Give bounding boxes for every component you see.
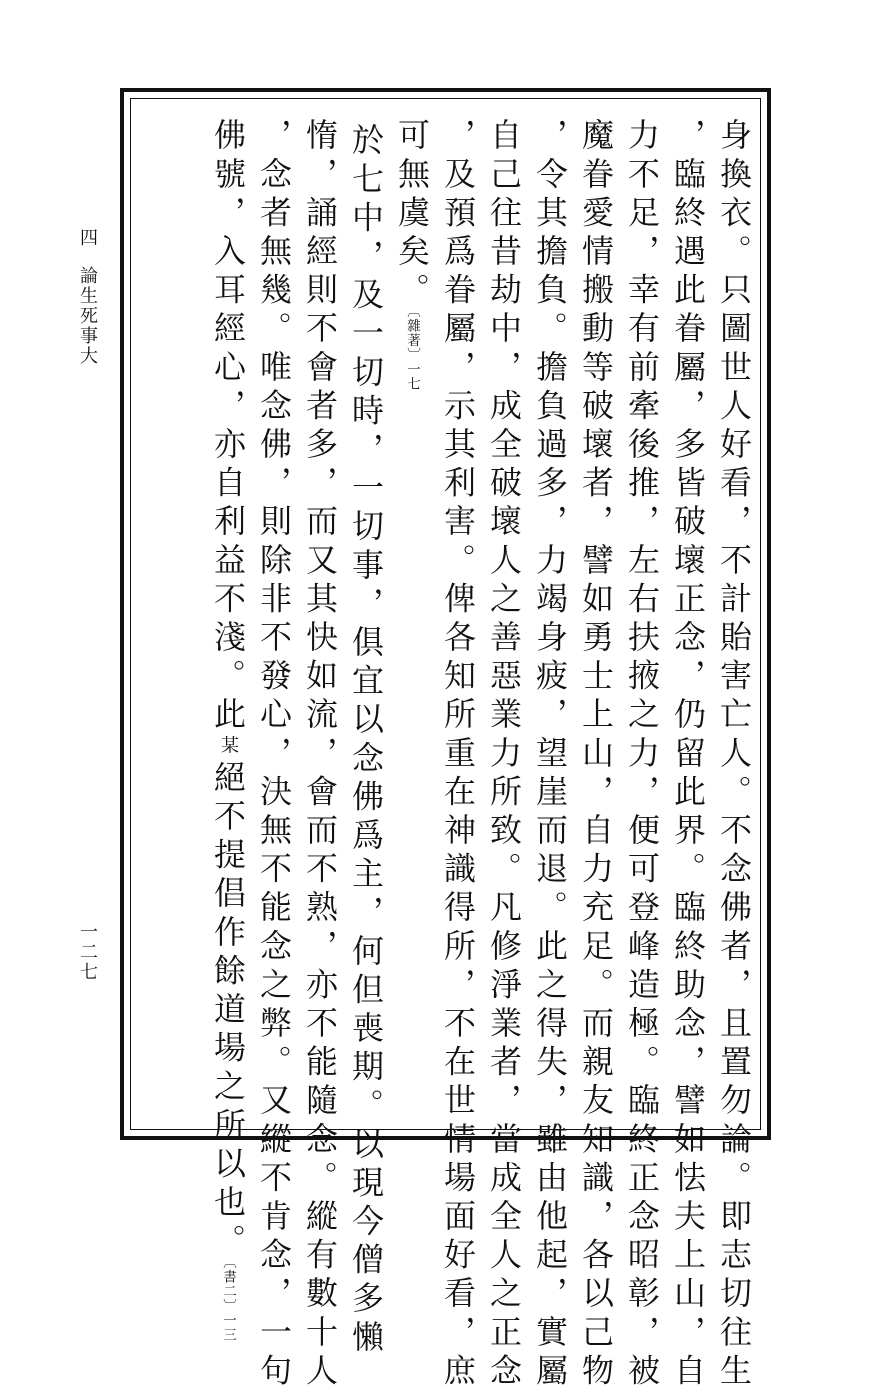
text-column: 佛號，入耳經心，亦自利益不淺。此某絕不提倡作餘道場之所以也。〔書二〕一三	[209, 118, 247, 1343]
self-reference-small: 某	[218, 735, 239, 761]
source-note: 〔雜著〕一七	[404, 311, 420, 392]
text-column: ，令其擔負。擔負過多，力竭身疲，望崖而退。此之得失，雖由他起，實屬	[531, 118, 569, 1392]
text-column: ，及預爲眷屬，示其利害。俾各知所重在神識得所，不在世情場面好看，庶	[439, 118, 477, 1392]
chapter-number: 四	[77, 228, 98, 248]
text-column: ，念者無幾。唯念佛，則除非不發心，決無不能念之弊。又縱不肯念，一句	[255, 118, 293, 1392]
text-column: 魔眷愛情搬動等破壞者，譬如勇士上山，自力充足。而親友知識，各以己物	[577, 118, 615, 1392]
source-note: 〔書二〕一三	[220, 1262, 236, 1343]
text-column: 於七中，及一切時，一切事，俱宜以念佛爲主，何但喪期。以現今僧多懶	[347, 123, 385, 1359]
text-column: 身換衣。只圖世人好看，不計貽害亡人。不念佛者，且置勿論。即志切往生	[715, 118, 753, 1392]
chapter-title: 論生死事大	[77, 266, 98, 366]
page-number: 一二七	[77, 922, 98, 982]
text-column: 可無虞矣。〔雜著〕一七	[393, 118, 431, 392]
text-column: 惰，誦經則不會者多，而又其快如流，會而不熟，亦不能隨念。縱有數十人	[301, 118, 339, 1392]
text-column: ，臨終遇此眷屬，多皆破壞正念，仍留此界。臨終助念，譬如怯夫上山，自	[669, 118, 707, 1392]
text-column: 力不足，幸有前牽後推，左右扶掖之力，便可登峰造極。臨終正念昭彰，被	[623, 118, 661, 1392]
text-column: 自己往昔劫中，成全破壞人之善惡業力所致。凡修淨業者，當成全人之正念	[485, 118, 523, 1392]
